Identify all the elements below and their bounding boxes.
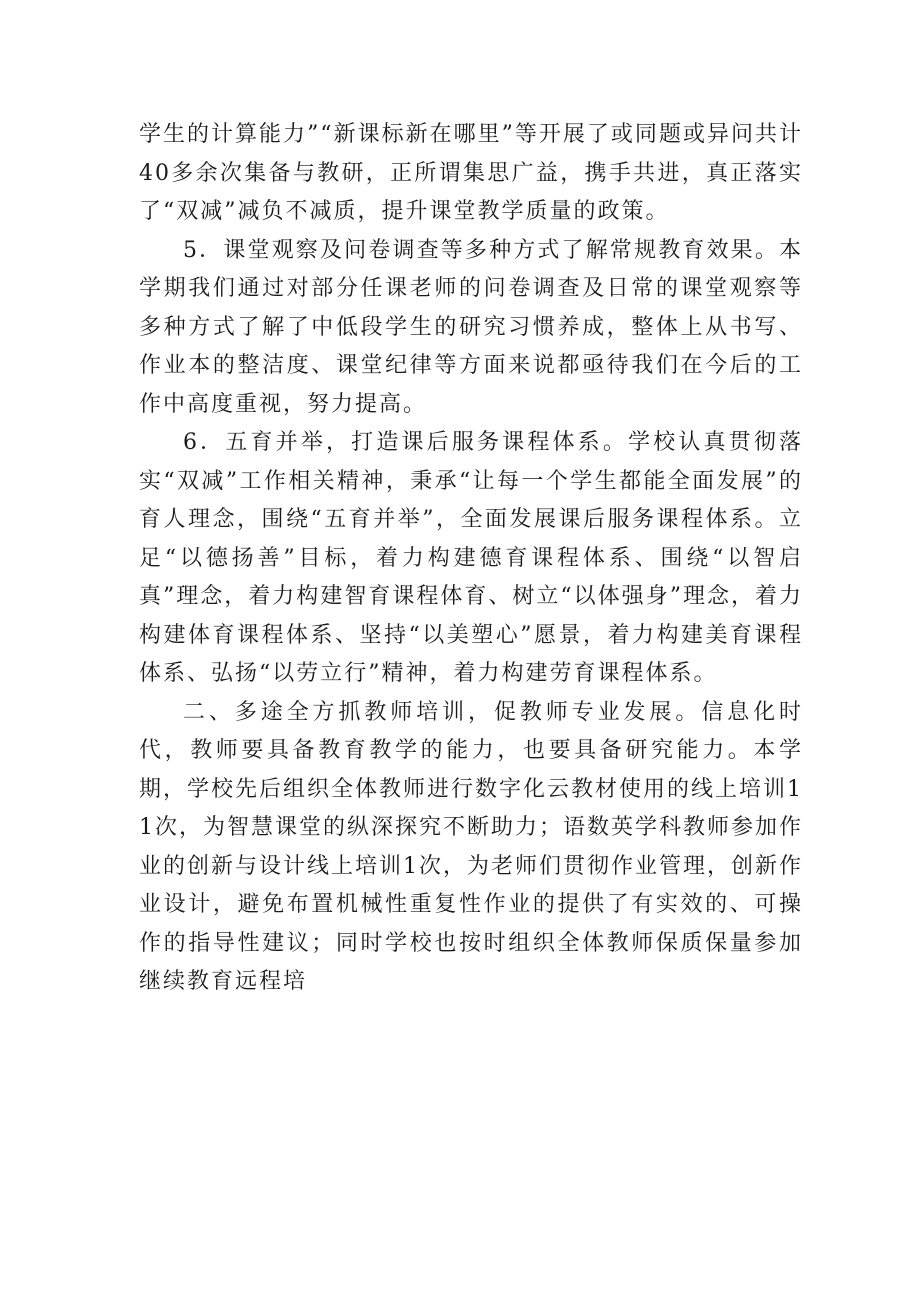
paragraph-item-5: 5．课堂观察及问卷调查等多种方式了解常规教育效果。本学期我们通过对部分任课老师的问卷调查及日常的课堂观察等多种方式了解了中低段学生的研究习惯养成，整体上从书写、作业本的整洁度、课堂纪律等方面来说都亟待我们在今后的工作中高度重视，努力提高。 [139,237,803,417]
paragraph-section-2: 二、多途全方抓教师培训，促教师专业发展。信息化时代，教师要具备教育教学的能力，也要具备研究能力。本学期，学校先后组织全体教师进行数字化云教材使用的线上培训11次，为智慧课堂的纵深探究不断助力；语数英学科教师参加作业的创新与设计线上培训1次，为老师们贯彻作业管理，创新作业设计，避免布置机械性重复性作业的提供了有实效的、可操作的指导性建议；同时学校也按时组织全体教师保质保量参加继续教育远程培 [139,699,803,994]
document-body [139,116,803,1002]
paragraph-item-6: 6．五育并举，打造课后服务课程体系。学校认真贯彻落实“双减”工作相关精神，秉承“让每一个学生都能全面发展”的育人理念，围绕“五育并举”，全面发展课后服务课程体系。立足“以德扬善”目标，着力构建德育课程体系、围绕“以智启真”理念，着力构建智育课程体育、树立“以体强身”理念，着力构建体育课程体系、坚持“以美塑心”愿景，着力构建美育课程体系、弘扬“以劳立行”精神，着力构建劳育课程体系。 [139,430,803,686]
paragraph-continuation: 学生的计算能力”“新课标新在哪里”等开展了或同题或异问共计40多余次集备与教研，正所谓集思广益，携手共进，真正落实了“双减”减负不减质，提升课堂教学质量的政策。 [139,122,803,224]
